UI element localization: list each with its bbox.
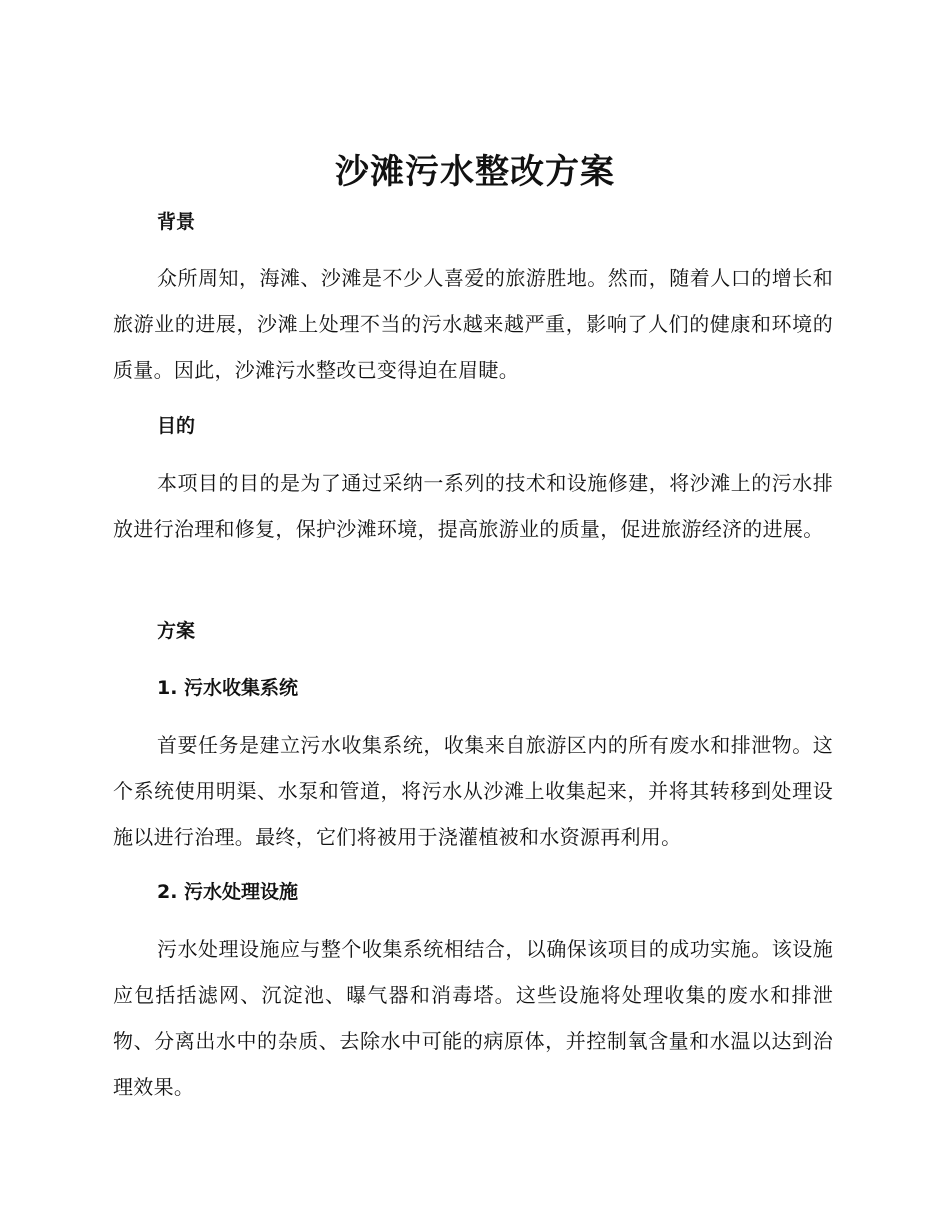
section-paragraph-treatment: 污水处理设施应与整个收集系统相结合，以确保该项目的成功实施。该设施应包括括滤网、沉淀池、曝气器和消毒塔。这些设施将处理收集的废水和排泄物、分离出水中的杂质、去除水中可能的病原体，并控制氧含量和水温以达到治理效果。 xyxy=(113,937,833,1099)
document-title: 沙滩污水整改方案 xyxy=(335,152,615,192)
section-heading-plan: 方案 xyxy=(157,620,196,642)
section-heading-treatment: 2. 污水处理设施 xyxy=(157,881,299,903)
section-heading-collection: 1. 污水收集系统 xyxy=(157,677,299,699)
section-paragraph-collection: 首要任务是建立污水收集系统，收集来自旅游区内的所有废水和排泄物。这个系统使用明渠、水泵和管道，将污水从沙滩上收集起来，并将其转移到处理设施以进行治理。最终，它们将被用于浇灌植被和水资源再利用。 xyxy=(113,733,833,849)
section-heading-background: 背景 xyxy=(157,211,196,233)
section-paragraph-purpose: 本项目的目的是为了通过采纳一系列的技术和设施修建，将沙滩上的污水排放进行治理和修复，保护沙滩环境，提高旅游业的质量，促进旅游经济的进展。 xyxy=(113,471,833,541)
section-paragraph-background: 众所周知，海滩、沙滩是不少人喜爱的旅游胜地。然而，随着人口的增长和旅游业的进展，沙滩上处理不当的污水越来越严重，影响了人们的健康和环境的质量。因此，沙滩污水整改已变得迫在眉睫。 xyxy=(113,266,833,382)
section-heading-purpose: 目的 xyxy=(157,415,196,437)
